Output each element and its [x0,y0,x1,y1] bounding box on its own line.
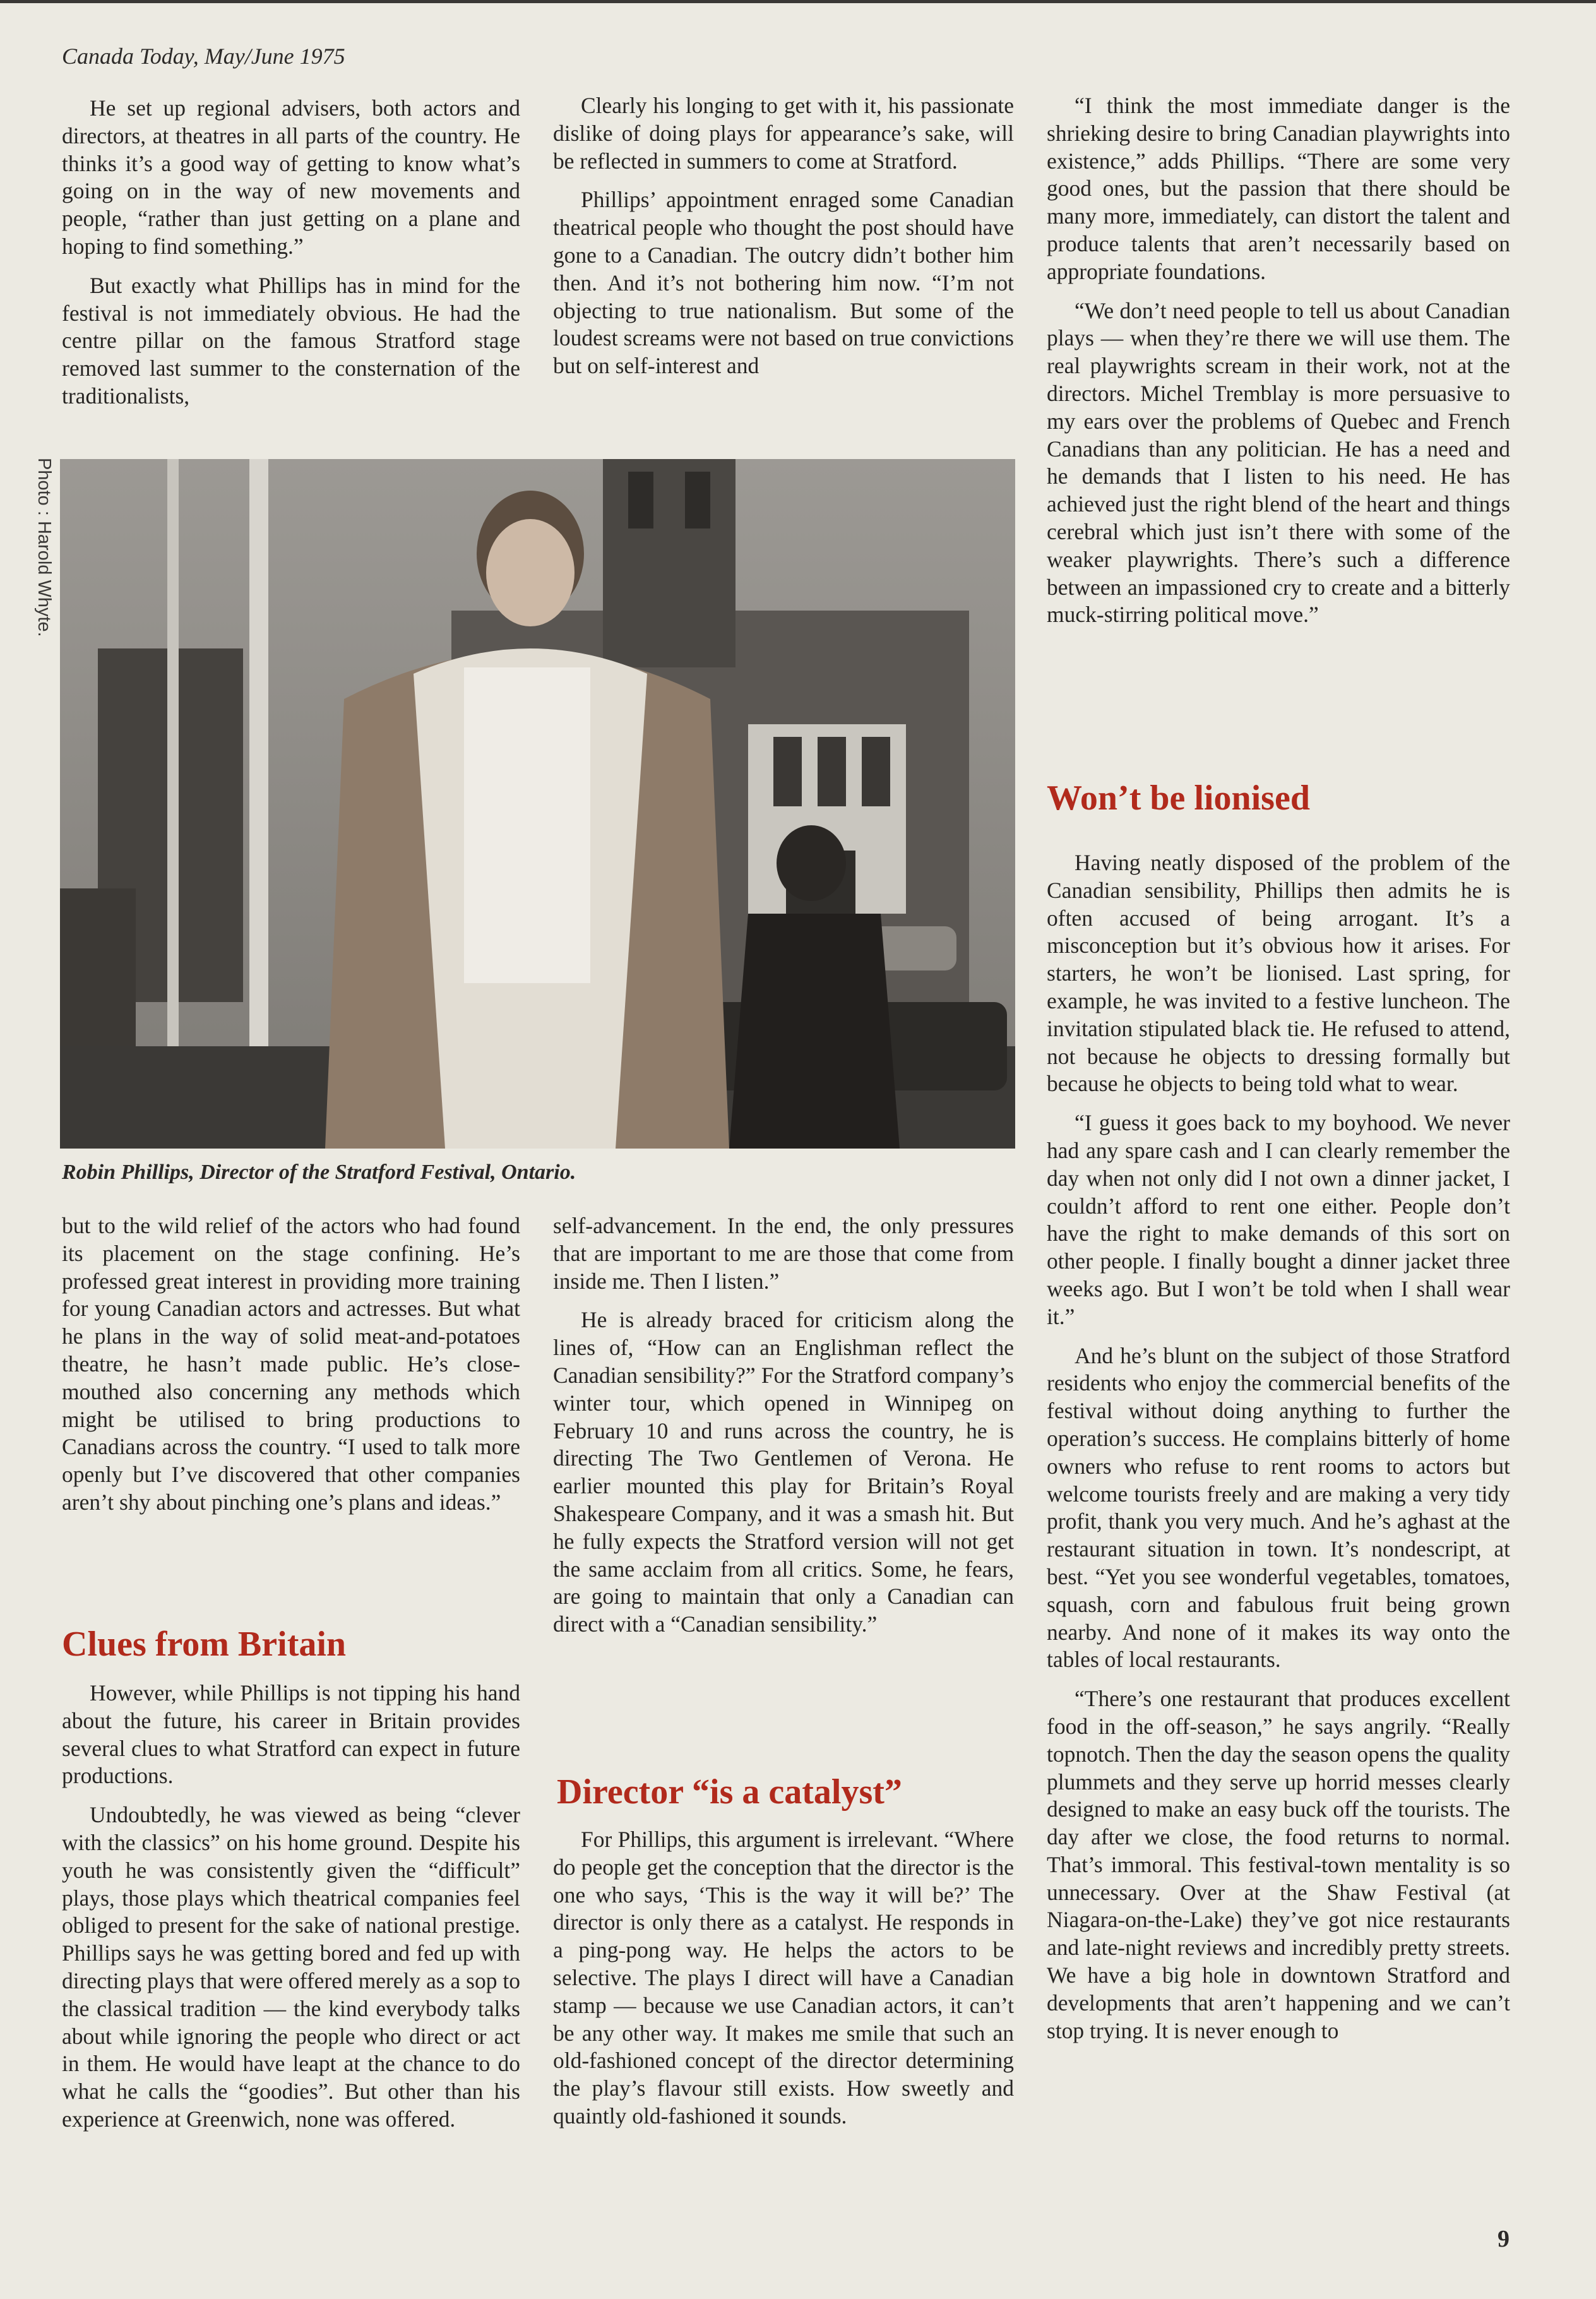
column-2-bottom [553,1826,1014,2142]
paragraph: Clearly his longing to get with it, his passionate dislike of doing plays for appearance’s sake, will be reflected in summers to come at Stratford. [553,93,1014,174]
photo-illustration [60,459,1015,1149]
column-2-top [553,92,1014,391]
column-3-bottom [1047,849,1510,2056]
paragraph: “I guess it goes back to my boyhood. We never had any spare cash and I can clearly remember the day when not only did I not own a dinner jacket, I couldn’t afford to rent one either. People don’t have the right to make demands of this sort on other people. I finally bought a dinner jacket three weeks ago. But I won’t be told when I shall wear it.” [1047,1110,1510,1329]
paragraph: Undoubtedly, he was viewed as being “clever with the classics” on his home ground. Despite his youth he was consistently given the “difficult” plays, those plays which theatrical companies feel obliged to present for the sake of national prestige. Phillips says he was getting bored and fed up with directing plays that were offered merely as a sop to the classical tradition — the kind everybody talks about while ignoring the people who direct or act in them. He would have leapt at the chance to do what he calls the “goodies”. But other than his experience at Greenwich, none was offered. [62,1802,520,2132]
column-1-top [62,95,520,422]
paragraph: And he’s blunt on the subject of those Stratford residents who enjoy the commercial benefits of the festival without doing anything to further the operation’s success. He complains bitterly of home owners who refuse to rent rooms to actors but welcome tourists freely and are making a very tidy profit, thank you very much. And he’s aghast at the restaurant situation in town. It’s nondescript, at best. “Yet you see wonderful vegetables, tomatoes, squash, corn and fabulous fruit being grown nearby. And none of it makes its way onto the tables of local restaurants. [1047,1342,1510,1673]
paragraph: “There’s one restaurant that produces excellent food in the off-season,” he says angrily. “Really topnotch. Then the day the season opens the quality plummets and they serve up horrid messes clearly designed to make an easy buck off the tourists. The day after we close, the food returns to normal. That’s immoral. This festival-town mentality is so unnecessary. Over at the Shaw Festival (at Niagara-on-the-Lake) they’ve got nice restaurants and late-night reviews and incredibly pretty streets. We have a big hole in downtown Stratford and developments that aren’t happening and we can’t stop trying. It is never enough to [1047,1686,1510,2043]
paragraph: “I think the most immediate danger is the shrieking desire to bring Canadian playwrights into existence,” adds Phillips. “There are some very good ones, but the passion that there should be many more, immediately, can distort the talent and produce talents that aren’t necessarily based on appropriate foundations. [1047,93,1510,284]
page-number: 9 [1498,2226,1510,2252]
paragraph: However, while Phillips is not tipping his hand about the future, his career in Britain provides several clues to what Stratford can expect in future productions. [62,1680,520,1789]
article-photo [60,459,1015,1149]
running-head: Canada Today, May/June 1975 [62,44,345,69]
paragraph: Having neatly disposed of the problem of the Canadian sensibility, Phillips then admits he is often accused of being arrogant. It’s a misconception but it’s obvious how it arises. For starters, he won’t be lionised. Last spring, for example, he was invited to a festive luncheon. The invitation stipulated black tie. He refused to attend, not because he objects to dressing formally but because he objects to being told what to wear. [1047,850,1510,1097]
subheading-clues [62,1624,520,1664]
paragraph: He is already braced for criticism along the lines of, “How can an Englishman reflect the Canadian sensibility?” For the Stratford company’s winter tour, which opened in Winnipeg on February 10 and runs across the country, he is directing The Two Gentlemen of Verona. He earlier mounted this play for Britain’s Royal Shakespeare Company, and it was a smash hit. But he fully expects the Stratford version will not get the same acclaim from all critics. Some, he fears, are going to maintain that only a Canadian can direct with a “Canadian sensibility.” [553,1307,1014,1637]
heading-text: Clues from Britain [62,1625,347,1664]
paragraph: For Phillips, this argument is irrelevant. “Where do people get the conception that the director is the one who says, ‘This is the way it will be?’ The director is only there as a catalyst. He responds in a ping-pong way. He helps the actors to be selective. The plays I direct will have a Canadian stamp — because we use Canadian actors, it can’t be any other way. It makes me smile that such an old-fashioned concept of the director determining the play’s flavour still exists. How sweetly and quaintly old-fashioned it sounds. [553,1827,1014,2129]
paragraph: but to the wild relief of the actors who had found its placement on the stage confining. He’s professed great interest in providing more training for young Canadian actors and actresses. But what he plans in the way of solid meat-and-potatoes theatre, he hasn’t made public. He’s close-mouthed also concerning any methods which might be utilised to bring productions to Canadians across the country. “I used to talk more openly but I’ve discovered that other companies aren’t shy about pinching one’s plans and ideas.” [62,1213,520,1515]
top-rule [0,0,1596,3]
paragraph: self-advancement. In the end, the only pressures that are important to me are those that come from inside me. Then I listen.” [553,1213,1014,1294]
heading-text: Won’t be lionised [1047,779,1310,818]
column-1-bottom [62,1680,520,2145]
subheading-lionised [1047,778,1510,818]
photo-caption: Robin Phillips, Director of the Stratford Festival, Ontario. [62,1161,576,1184]
paragraph: He set up regional advisers, both actors and directors, at theatres in all parts of the country. He thinks it’s a good way of getting to know what’s going on in the way of new movements and people, “rather than just getting on a plane and hoping to find something.” [62,95,520,259]
subheading-director [557,1772,1018,1812]
heading-text: Director “is a catalyst” [557,1772,902,1812]
column-1-middle [62,1212,520,1528]
column-3-top [1047,92,1510,640]
paragraph: But exactly what Phillips has in mind for the festival is not immediately obvious. He had the centre pillar on the famous Stratford stage removed last summer to the consternation of the traditionalists, [62,272,520,409]
photo-credit: Photo : Harold Whyte. [34,458,54,637]
paragraph: Phillips’ appointment enraged some Canadian theatrical people who thought the post should have gone to a Canadian. The outcry didn’t bother him then. And it’s not bothering him now. “I’m not objecting to true nationalism. But some of the loudest screams were not based on true convictions but on self-interest and [553,187,1014,379]
column-2-middle [553,1212,1014,1650]
paragraph: “We don’t need people to tell us about Canadian plays — when they’re there we will use them. The real playwrights scream in their work, not at the directors. Michel Tremblay is more persuasive to my ears over the problems of Quebec and French Canadians than any politician. He has a need and he demands that I listen to his need. He has achieved just the right blend of the heart and things cerebral which just isn’t there with some of the weaker playwrights. There’s such a difference between an impassioned cry to create and a bitterly muck-stirring political move.” [1047,297,1510,628]
